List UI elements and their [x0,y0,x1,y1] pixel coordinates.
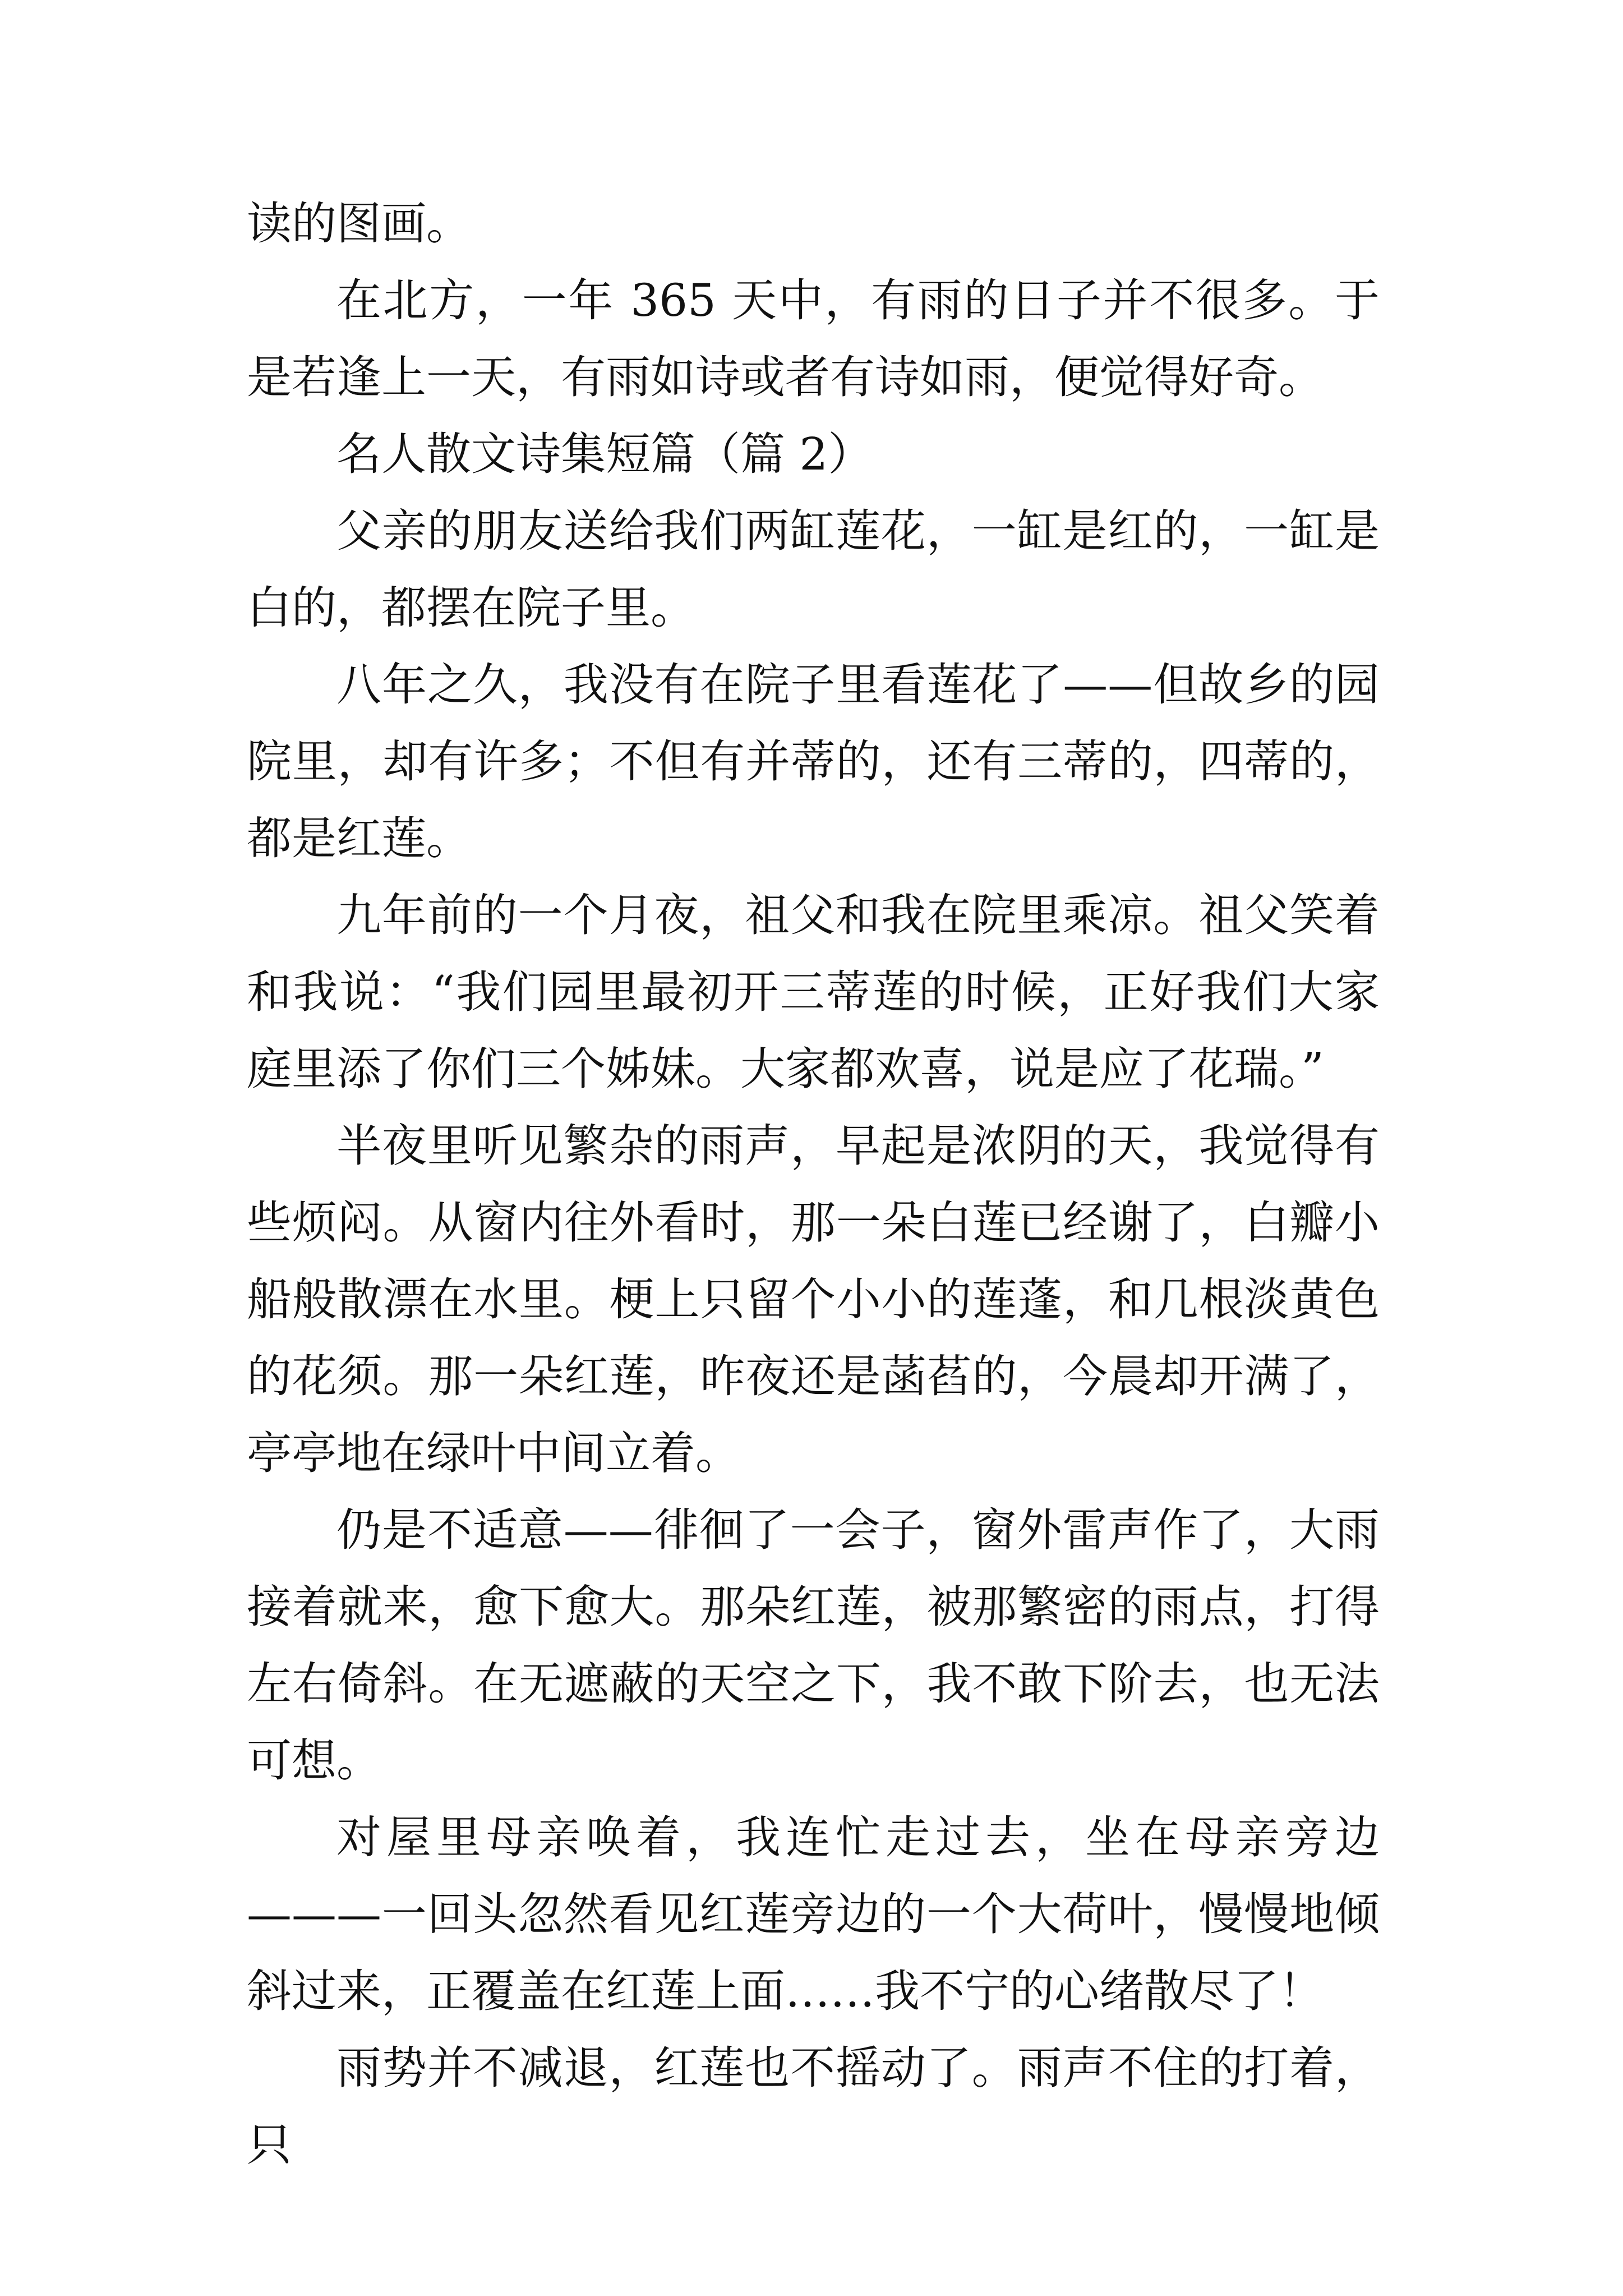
paragraph: 仍是不适意——徘徊了一会子，窗外雷声作了，大雨接着就来，愈下愈大。那朵红莲，被那繁密的雨点，打得左右倚斜。在无遮蔽的天空之下，我不敢下阶去，也无法可想。 [247,1504,1380,1787]
paragraph-continuation: 读的图画。 [247,197,471,250]
paragraph: 对屋里母亲唤着，我连忙走过去，坐在母亲旁边———一回头忽然看见红莲旁边的一个大荷叶，慢慢地倾斜过来，正覆盖在红莲上面……我不宁的心绪散尽了！ [247,1811,1380,2017]
paragraph: 雨势并不减退，红莲也不摇动了。雨声不住的打着，只 [247,2042,1380,2171]
section-heading: 名人散文诗集短篇（篇 2） [336,428,873,480]
paragraph: 在北方，一年 365 天中，有雨的日子并不很多。于是若逢上一天，有雨如诗或者有诗如雨，便觉得好奇。 [247,274,1380,403]
paragraph: 八年之久，我没有在院子里看莲花了——但故乡的园院里，却有许多；不但有并蒂的，还有三蒂的，四蒂的，都是红莲。 [247,659,1380,864]
document-page [247,185,1380,2183]
paragraph: 九年前的一个月夜，祖父和我在院里乘凉。祖父笑着和我说：“我们园里最初开三蒂莲的时候，正好我们大家庭里添了你们三个姊妹。大家都欢喜，说是应了花瑞。” [247,889,1380,1095]
paragraph: 半夜里听见繁杂的雨声，早起是浓阴的天，我觉得有些烦闷。从窗内往外看时，那一朵白莲已经谢了，白瓣小船般散漂在水里。梗上只留个小小的莲蓬，和几根淡黄色的花须。那一朵红莲，昨夜还是菡萏的，今晨却开满了，亭亭地在绿叶中间立着。 [247,1120,1380,1479]
paragraph: 父亲的朋友送给我们两缸莲花，一缸是红的，一缸是白的，都摆在院子里。 [247,505,1380,634]
